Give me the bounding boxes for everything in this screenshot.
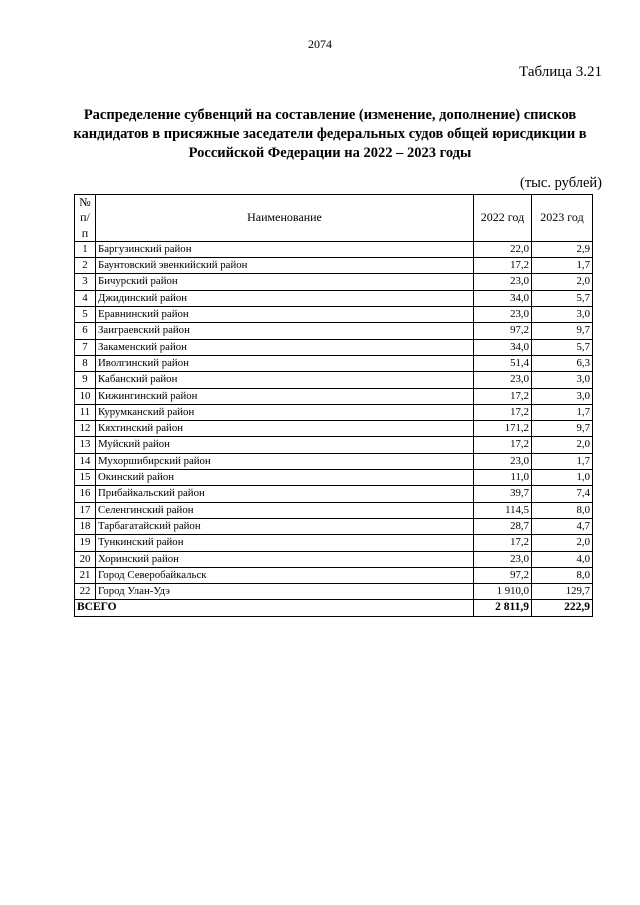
row-number: 1 [75,241,96,257]
row-value-2023: 1,7 [532,453,593,469]
row-number: 5 [75,307,96,323]
row-value-2023: 129,7 [532,584,593,600]
row-name: Тункинский район [96,535,474,551]
table-row [75,404,593,420]
table-row [75,470,593,486]
row-name: Хоринский район [96,551,474,567]
table-row [75,502,593,518]
units-note: (тыс. рублей) [520,175,602,191]
row-value-2023: 2,9 [532,241,593,257]
table-row [75,307,593,323]
table-row [75,567,593,583]
row-number: 13 [75,437,96,453]
subvention-table [74,194,593,617]
row-value-2022: 34,0 [474,290,532,306]
row-value-2022: 23,0 [474,274,532,290]
table-row [75,518,593,534]
table-row [75,274,593,290]
table-row [75,241,593,257]
row-name: Тарбагатайский район [96,518,474,534]
row-value-2023: 7,4 [532,486,593,502]
row-name: Город Улан-Удэ [96,584,474,600]
total-2022: 2 811,9 [474,600,532,616]
row-number: 19 [75,535,96,551]
row-number: 12 [75,421,96,437]
row-value-2023: 8,0 [532,567,593,583]
row-value-2022: 97,2 [474,567,532,583]
row-value-2023: 2,0 [532,535,593,551]
row-value-2023: 3,0 [532,307,593,323]
table-label: Таблица 3.21 [519,64,602,80]
row-value-2023: 9,7 [532,323,593,339]
row-name: Кабанский район [96,372,474,388]
row-number: 20 [75,551,96,567]
row-value-2022: 1 910,0 [474,584,532,600]
row-name: Окинский район [96,470,474,486]
row-name: Кижингинский район [96,388,474,404]
row-number: 17 [75,502,96,518]
row-value-2023: 8,0 [532,502,593,518]
row-value-2022: 23,0 [474,372,532,388]
row-name: Мухоршибирский район [96,453,474,469]
row-value-2022: 17,2 [474,258,532,274]
row-name: Прибайкальский район [96,486,474,502]
row-value-2023: 4,7 [532,518,593,534]
row-value-2022: 17,2 [474,535,532,551]
row-value-2023: 5,7 [532,339,593,355]
table-row [75,339,593,355]
total-label: ВСЕГО [75,600,474,616]
row-value-2022: 11,0 [474,470,532,486]
row-name: Селенгинский район [96,502,474,518]
row-name: Еравнинский район [96,307,474,323]
table-row [75,323,593,339]
row-value-2022: 17,2 [474,388,532,404]
row-value-2022: 171,2 [474,421,532,437]
header-year-2022: 2022 год [474,195,532,242]
row-name: Иволгинский район [96,355,474,371]
table-row [75,551,593,567]
page-number: 2074 [308,37,332,51]
row-name: Бичурский район [96,274,474,290]
row-value-2022: 17,2 [474,404,532,420]
row-value-2023: 1,0 [532,470,593,486]
table-body [75,241,593,600]
row-value-2022: 97,2 [474,323,532,339]
row-name: Курумканский район [96,404,474,420]
row-value-2022: 23,0 [474,551,532,567]
row-number: 21 [75,567,96,583]
row-number: 7 [75,339,96,355]
table-row [75,535,593,551]
row-value-2023: 6,3 [532,355,593,371]
table-row [75,453,593,469]
row-value-2022: 23,0 [474,307,532,323]
row-value-2023: 1,7 [532,404,593,420]
row-value-2023: 3,0 [532,372,593,388]
header-year-2023: 2023 год [532,195,593,242]
row-value-2022: 17,2 [474,437,532,453]
row-name: Город Северобайкальск [96,567,474,583]
row-name: Закаменский район [96,339,474,355]
row-number: 18 [75,518,96,534]
row-number: 11 [75,404,96,420]
header-name: Наименование [96,195,474,242]
row-value-2022: 28,7 [474,518,532,534]
table-row [75,584,593,600]
header-number: № п/п [75,195,96,242]
table-row [75,437,593,453]
row-value-2023: 2,0 [532,274,593,290]
row-number: 9 [75,372,96,388]
table-row [75,372,593,388]
row-name: Баргузинский район [96,241,474,257]
table-row [75,388,593,404]
row-number: 22 [75,584,96,600]
row-number: 4 [75,290,96,306]
row-number: 2 [75,258,96,274]
row-name: Кяхтинский район [96,421,474,437]
row-name: Заиграевский район [96,323,474,339]
document-title: Распределение субвенций на составление (изменение, дополнение) списков кандидатов в присяжные заседатели федеральных судов общей юрисдикции в Российской Федерации на 2022 – 2023 годы [73,107,587,161]
row-value-2023: 5,7 [532,290,593,306]
row-number: 14 [75,453,96,469]
row-name: Джидинский район [96,290,474,306]
table-header-row [75,195,593,242]
total-row [75,600,593,616]
row-value-2023: 9,7 [532,421,593,437]
row-value-2022: 114,5 [474,502,532,518]
row-number: 15 [75,470,96,486]
row-number: 3 [75,274,96,290]
table-row [75,421,593,437]
row-value-2022: 51,4 [474,355,532,371]
row-value-2023: 4,0 [532,551,593,567]
table-row [75,258,593,274]
table-row [75,290,593,306]
row-name: Муйский район [96,437,474,453]
row-number: 8 [75,355,96,371]
row-value-2022: 34,0 [474,339,532,355]
row-value-2023: 2,0 [532,437,593,453]
row-value-2023: 1,7 [532,258,593,274]
row-value-2023: 3,0 [532,388,593,404]
row-number: 6 [75,323,96,339]
total-2023: 222,9 [532,600,593,616]
table-row [75,486,593,502]
row-number: 10 [75,388,96,404]
row-value-2022: 23,0 [474,453,532,469]
table-row [75,355,593,371]
row-value-2022: 39,7 [474,486,532,502]
row-value-2022: 22,0 [474,241,532,257]
row-number: 16 [75,486,96,502]
row-name: Баунтовский эвенкийский район [96,258,474,274]
